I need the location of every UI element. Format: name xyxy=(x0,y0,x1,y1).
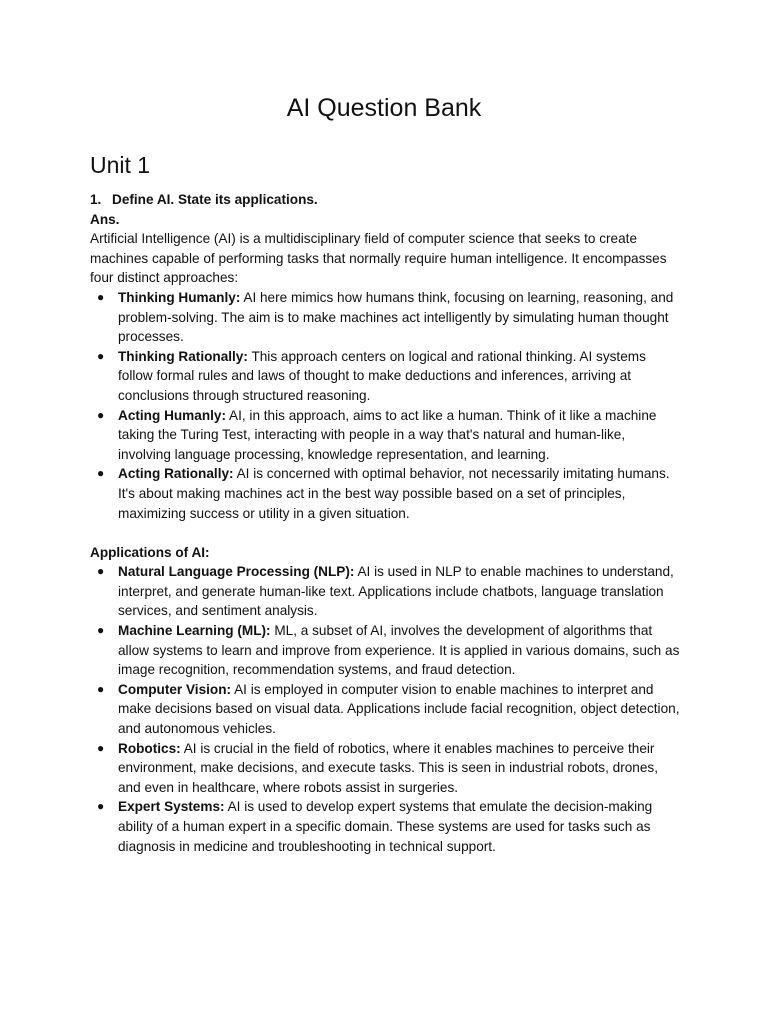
bullet-icon: ● xyxy=(97,564,105,579)
list-item-application xyxy=(90,621,680,680)
approach-term: Acting Rationally: xyxy=(118,466,234,482)
approach-term: Thinking Humanly: xyxy=(118,289,241,305)
bullet-icon: ● xyxy=(97,466,105,481)
document-body xyxy=(90,190,680,856)
answer-label: Ans. xyxy=(90,211,120,227)
question-number: 1. xyxy=(90,192,102,207)
document-title: AI Question Bank xyxy=(286,94,482,122)
unit-heading: Unit 1 xyxy=(90,152,151,178)
application-term: Natural Language Processing (NLP): xyxy=(118,564,355,580)
list-item-approach xyxy=(90,406,680,465)
application-text: ML, a subset of AI, involves the development of algorithms that allow systems to learn and improve from experience. It is applied in various domains, such as image recognition, recommendation systems, and fraud detection. xyxy=(118,623,680,678)
approach-text: AI here mimics how humans think, focusing on learning, reasoning, and problem-solving. The aim is to make machines act intelligently by simulating human thought processes. xyxy=(118,289,674,345)
bullet-icon: ● xyxy=(97,681,105,696)
application-text: AI is crucial in the field of robotics, where it enables machines to perceive their environment, make decisions, and execute tasks. This is seen in industrial robots, drones, and even in healthcare, where robots assist in surgeries. xyxy=(118,740,658,795)
bullet-icon: ● xyxy=(97,623,105,638)
applications-heading: Applications of AI: xyxy=(90,544,210,560)
application-term: Expert Systems: xyxy=(118,799,225,815)
application-text: AI is employed in computer vision to enable machines to interpret and make decisions based on visual data. Applications include facial recognition, object detection, and autonomous vehicles. xyxy=(118,681,680,737)
approach-text: AI, in this approach, aims to act like a human. Think of it like a machine taking the Turing Test, interacting with people in a way that's natural and human-like, involving language processing, knowledge representation, and learning. xyxy=(118,407,657,462)
approach-text: AI is concerned with optimal behavior, not necessarily imitating humans. It's about making machines act in the best way possible based on a set of principles, maximizing success or utility in a given situation. xyxy=(118,466,670,521)
question-text: Define AI. State its applications. xyxy=(112,192,318,207)
list-item-approach xyxy=(90,288,680,347)
application-text: AI is used to develop expert systems that emulate the decision-making ability of a human expert in a specific domain. These systems are used for tasks such as diagnosis in medicine and troubleshooting in technical support. xyxy=(118,799,653,854)
bullet-icon: ● xyxy=(97,348,105,363)
application-text: AI is used in NLP to enable machines to understand, interpret, and generate human-like text. Applications include chatbots, language translation services, and sentiment analysis. xyxy=(118,564,674,619)
application-term: Robotics: xyxy=(118,740,181,756)
approach-term: Thinking Rationally: xyxy=(118,348,248,364)
bullet-icon: ● xyxy=(97,799,105,814)
list-item-application xyxy=(90,562,680,621)
list-item-application xyxy=(90,797,680,856)
list-item-approach xyxy=(90,347,680,406)
list-item-application xyxy=(90,739,680,798)
question-heading xyxy=(90,190,680,210)
bullet-icon: ● xyxy=(97,407,105,422)
approach-text: This approach centers on logical and rational thinking. AI systems follow formal rules and laws of thought to make deductions and inferences, arriving at conclusions through structured reasoning. xyxy=(118,348,646,403)
approaches-list xyxy=(90,288,680,523)
approach-term: Acting Humanly: xyxy=(118,407,226,423)
intro-paragraph: Artificial Intelligence (AI) is a multidisciplinary field of computer science that seeks to create machines capable of performing tasks that normally require human intelligence. It encompasses four distinct approaches: xyxy=(90,231,667,286)
application-term: Machine Learning (ML): xyxy=(118,623,271,639)
applications-list xyxy=(90,562,680,856)
application-term: Computer Vision: xyxy=(118,681,232,697)
bullet-icon: ● xyxy=(97,289,105,304)
list-item-approach xyxy=(90,464,680,523)
list-item-application xyxy=(90,680,680,739)
bullet-icon: ● xyxy=(97,740,105,755)
